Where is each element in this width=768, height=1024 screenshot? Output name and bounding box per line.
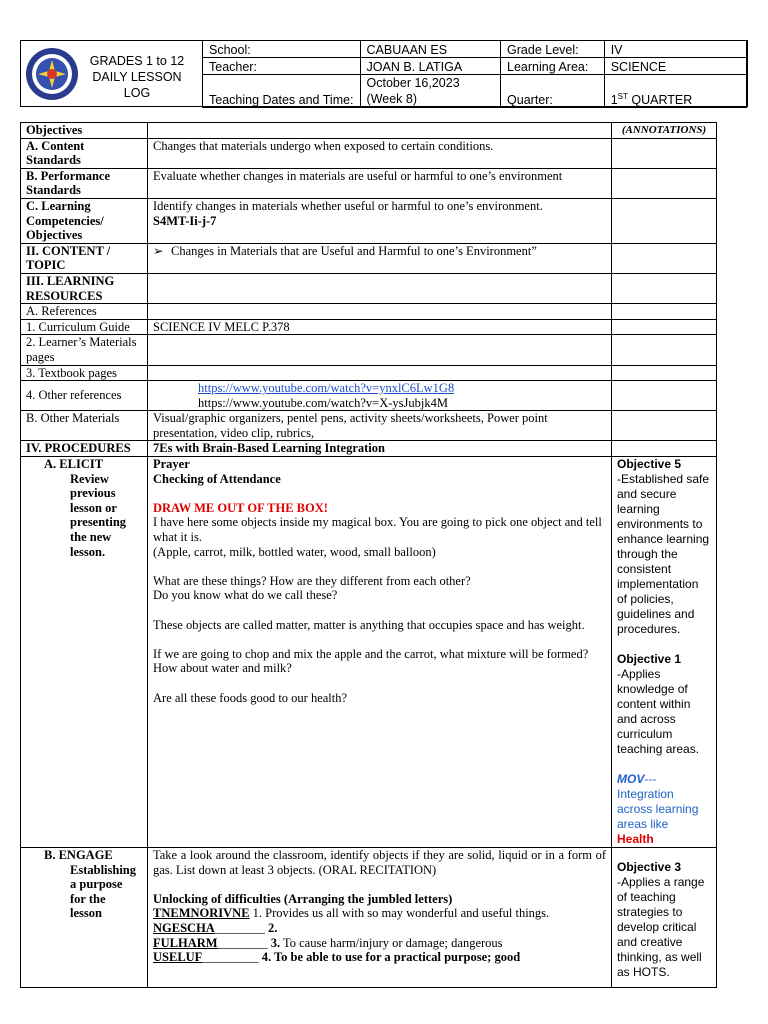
deped-seal-logo <box>25 47 79 101</box>
grade-level-label: Grade Level: <box>501 41 605 58</box>
curriculum-guide-text: SCIENCE IV MELC P.378 <box>148 319 612 335</box>
quarter-value: 1ST QUARTER <box>604 75 746 108</box>
learning-resources-row <box>21 273 717 303</box>
other-references-label: 4. Other references <box>21 381 148 411</box>
grade-level-value: IV <box>604 41 746 58</box>
teaching-dates-label: Teaching Dates and Time: <box>203 75 361 108</box>
elicit-annotations: Objective 5 -Established safe and secure learning environments to enhance learning through the consistent implementation of policies, guidelines and procedures. Objective 1 -Applies knowledge of content within and across curriculum teaching areas. MOV--- Integration across learning areas like Health <box>612 457 717 848</box>
content-topic-text: ➢ Changes in Materials that are Useful and Harmful to one’s Environment” <box>148 243 612 273</box>
other-materials-row <box>21 411 717 441</box>
engage-label: B. ENGAGE Establishing a purpose for the lesson <box>21 848 148 988</box>
procedures-row <box>21 441 717 457</box>
elicit-label: A. ELICIT Review previous lesson or presenting the new lesson. <box>21 457 148 848</box>
procedures-label: IV. PROCEDURES <box>21 441 148 457</box>
teacher-label: Teacher: <box>203 58 361 75</box>
engage-content: Take a look around the classroom, identify objects if they are solid, liquid or in a form of gas. List down at least 3 objects. (ORAL RECITATION) Unlocking of difficulties (Arranging the jumbled letters) TNEMNORIVNE 1. Provides us all with so may wonderful and useful things. NGESCHA________ 2. FULHARM________ 3. To cause harm/injury or damage; dangerous USELUF_________ 4. To be able to use for a practical purpose; good <box>148 848 612 988</box>
activity-title: DRAW ME OUT OF THE BOX! <box>153 500 328 515</box>
references-row <box>21 304 717 320</box>
elicit-row <box>21 457 717 848</box>
competency-code: S4MT-Ii-j-7 <box>153 213 217 228</box>
performance-standards-text: Evaluate whether changes in materials are useful or harmful to one’s environment <box>148 168 612 198</box>
learning-area-label: Learning Area: <box>501 58 605 75</box>
elicit-content: Prayer Checking of Attendance DRAW ME OUT OF THE BOX! I have here some objects inside my magical box. You are going to pick one object and tell what it is. (Apple, carrot, milk, bottled water, wood, small balloon) What are these things? How are they different from each other? Do you know what do we call these? These objects are called matter, matter is anything that occupies space and has weight. If we are going to chop and mix the apple and the carrot, what mixture will be formed? How about water and milk? Are all these foods good to our health? <box>148 457 612 848</box>
arrow-bullet-icon: ➢ <box>153 243 164 258</box>
teacher-value: JOAN B. LATIGA <box>360 58 501 75</box>
youtube-link-1[interactable]: https://www.youtube.com/watch?v=ynxlC6Lw1G8 <box>198 381 455 396</box>
content-topic-label: II. CONTENT / TOPIC <box>21 243 148 273</box>
textbook-label: 3. Textbook pages <box>21 365 148 381</box>
teaching-dates-value: October 16,2023 (Week 8) <box>360 75 501 108</box>
curriculum-guide-label: 1. Curriculum Guide <box>21 319 148 335</box>
content-standards-text: Changes that materials undergo when exposed to certain conditions. <box>148 138 612 168</box>
curriculum-guide-row <box>21 319 717 335</box>
youtube-link-2: https://www.youtube.com/watch?v=X-ysJubjk4M <box>198 395 448 410</box>
lesson-log-header <box>20 40 748 107</box>
header-info-table <box>202 40 747 108</box>
content-standards-label: A. Content Standards <box>21 138 148 168</box>
quarter-label: Quarter: <box>501 75 605 108</box>
annotations-header: (ANNOTATIONS) <box>612 123 717 139</box>
procedures-text: 7Es with Brain-Based Learning Integration <box>148 441 612 457</box>
competencies-text: Identify changes in materials whether useful or harmful to one’s environment. S4MT-Ii-j-7 <box>148 198 612 243</box>
learners-materials-label: 2. Learner’s Materials pages <box>21 335 148 365</box>
learning-resources-label: III. LEARNING RESOURCES <box>21 273 148 303</box>
references-label: A. References <box>21 304 148 320</box>
other-materials-text: Visual/graphic organizers, pentel pens, activity sheets/worksheets, Power point presentation, video clip, rubrics, <box>148 411 612 441</box>
performance-standards-label: B. Performance Standards <box>21 168 148 198</box>
engage-row <box>21 848 717 988</box>
learners-materials-row <box>21 335 717 365</box>
performance-standards-row <box>21 168 717 198</box>
objectives-row <box>21 123 717 139</box>
objectives-label: Objectives <box>21 123 148 139</box>
competencies-row <box>21 198 717 243</box>
content-standards-row <box>21 138 717 168</box>
document-title: GRADES 1 to 12 DAILY LESSON LOG <box>89 54 185 100</box>
school-value: CABUAAN ES <box>360 41 501 58</box>
content-topic-row <box>21 243 717 273</box>
school-label: School: <box>203 41 361 58</box>
other-materials-label: B. Other Materials <box>21 411 148 441</box>
learning-area-value: SCIENCE <box>604 58 746 75</box>
competencies-label: C. Learning Competencies/ Objectives <box>21 198 148 243</box>
engage-annotations: Objective 3 -Applies a range of teaching strategies to develop critical and creative thinking, as well as HOTS. <box>612 848 717 988</box>
other-references-row <box>21 381 717 411</box>
lesson-plan-table <box>20 122 717 988</box>
textbook-row <box>21 365 717 381</box>
